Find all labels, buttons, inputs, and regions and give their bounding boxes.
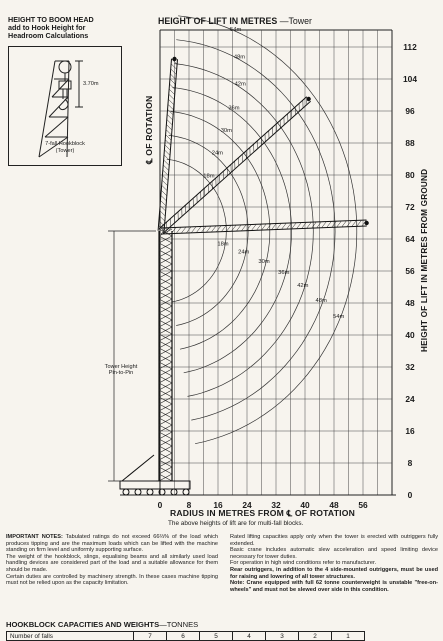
arc-label-upper: 18m xyxy=(203,173,214,179)
arc-label-lower: 42m xyxy=(297,283,308,289)
boom-lacing xyxy=(271,224,276,230)
falls-cell: 4 xyxy=(233,632,266,641)
crane-wheel xyxy=(171,489,177,495)
arc-label-upper: 36m xyxy=(228,105,239,111)
inset-caption-2: (Tower) xyxy=(9,148,121,154)
boom-lacing xyxy=(160,200,166,206)
boom-head-heading-line1: HEIGHT TO BOOM HEAD xyxy=(8,16,94,24)
y-tick-label: 0 xyxy=(408,490,413,500)
notes-left-p2: The weight of the hookblock, slings, equalising beams and all similarly used load handling devices are considered part of the load and a suitable allowance for them should be made. xyxy=(6,554,218,573)
falls-cell: 7 xyxy=(134,632,167,641)
right-axis-title: HEIGHT OF LIFT IN METRES FROM GROUND xyxy=(420,169,429,352)
arc-label-lower: 18m xyxy=(217,242,228,248)
boom-lacing xyxy=(164,160,170,166)
notes-right-p4: Rear outriggers, in addition to the 4 side-mounted outriggers, must be used for raising and lowering of all tower structures. xyxy=(230,567,438,580)
x-tick-label: 0 xyxy=(158,500,163,510)
boom-lacing xyxy=(352,220,357,226)
hookblock-title-main: HOOKBLOCK CAPACITIES AND WEIGHTS xyxy=(6,620,159,629)
boom-lacing xyxy=(166,130,172,136)
falls-row xyxy=(7,632,365,641)
boom-lacing xyxy=(196,226,201,232)
arc-label-upper: 24m xyxy=(212,150,223,156)
boom-lacing xyxy=(171,69,177,75)
boom-lacing xyxy=(211,226,216,232)
boom-lacing xyxy=(206,226,211,232)
boom-lacing xyxy=(164,150,170,156)
falls-cell: 3 xyxy=(266,632,299,641)
boom-tip xyxy=(364,221,368,225)
arc-labels xyxy=(203,27,344,320)
boom-lacing xyxy=(342,221,347,227)
arc-label-lower: 30m xyxy=(258,259,269,265)
falls-cell: 1 xyxy=(332,632,365,641)
chart-title-main: HEIGHT OF LIFT IN METRES xyxy=(158,16,277,26)
y-tick-label: 16 xyxy=(405,426,415,436)
boom-lacing xyxy=(312,222,317,228)
boom-lacing xyxy=(302,222,307,228)
arc-label-upper: 54m xyxy=(230,27,241,33)
boom-lacing xyxy=(236,225,241,231)
boom-lacing xyxy=(169,89,175,95)
boom-lacing xyxy=(161,190,167,196)
boom-lacing xyxy=(226,225,231,231)
boom-lacing xyxy=(171,227,176,233)
y-tick-label: 32 xyxy=(405,362,415,372)
hookblock-title-suffix: —TONNES xyxy=(159,620,198,629)
x-tick-label: 8 xyxy=(187,500,192,510)
notes-right-p3: For operation in high wind conditions refer to manufacturer. xyxy=(230,560,376,566)
tower-structure xyxy=(108,229,190,495)
x-tick-label: 56 xyxy=(358,500,368,510)
boom-lacing xyxy=(163,165,169,171)
x-tick-label: 40 xyxy=(300,500,310,510)
crane-wheel xyxy=(183,489,189,495)
y-tick-label: 96 xyxy=(405,106,415,116)
boom-lacing xyxy=(261,224,266,230)
x-tick-label: 16 xyxy=(213,500,223,510)
notes-left-p3: Certain duties are controlled by machinery strength. In these cases machine tipping must not be relied upon as the capacity limitation. xyxy=(6,574,218,587)
boom-lacing xyxy=(169,94,175,100)
chart-caption: The above heights of lift are for multi-fall blocks. xyxy=(168,520,303,527)
boom-lacing xyxy=(216,226,221,232)
boom-lacing xyxy=(170,74,176,80)
y-tick-label: 56 xyxy=(405,266,415,276)
arc-label-lower: 54m xyxy=(333,314,344,320)
boom-lacing xyxy=(168,99,174,105)
boom-arc xyxy=(169,135,248,325)
boom-tip xyxy=(306,97,310,101)
boom-arc xyxy=(174,64,313,397)
boom-lacing xyxy=(347,221,352,227)
boom-lacing xyxy=(357,220,362,226)
y-tick-label: 64 xyxy=(405,234,415,244)
hookblock-title xyxy=(6,620,198,629)
y-tick-label: 40 xyxy=(405,330,415,340)
arc-label-upper: 42m xyxy=(235,82,246,88)
arc-label-lower: 36m xyxy=(278,270,289,276)
crane-stay xyxy=(122,455,154,481)
y-tick-label: 112 xyxy=(403,42,417,52)
boom-lacing xyxy=(322,222,327,228)
boom-lacing xyxy=(282,223,287,229)
falls-cell: 5 xyxy=(200,632,233,641)
boom-head-heading-line3: Headroom Calculations xyxy=(8,32,94,40)
notes-left-heading: IMPORTANT NOTES: xyxy=(6,534,63,540)
y-tick-label: 72 xyxy=(405,202,415,212)
notes-right-p5: Note: Crane equipped with full 62 tonne counterweight is unstable "free-on-wheels" and must not be slewed over side in this condition. xyxy=(230,580,438,593)
boom-lacing xyxy=(241,225,246,231)
y-tick-label: 88 xyxy=(405,138,415,148)
boom-lacing xyxy=(297,223,302,229)
y-tick-label: 8 xyxy=(408,458,413,468)
crane-wheel xyxy=(147,489,153,495)
boom-lacing xyxy=(171,64,177,70)
boom-lacing xyxy=(168,109,174,115)
falls-cell: 6 xyxy=(167,632,200,641)
crane-carrier xyxy=(120,481,190,489)
boom-lacing xyxy=(221,225,226,231)
boom-lacing xyxy=(160,205,166,211)
chart-title-suffix: —Tower xyxy=(280,16,312,26)
boom-lacing xyxy=(256,224,261,230)
tower-height-line1: Tower Height xyxy=(86,364,156,370)
arc-label-upper: 30m xyxy=(221,128,232,134)
boom-lacing xyxy=(277,223,282,229)
y-tick-label: 48 xyxy=(405,298,415,308)
boom-lacing xyxy=(162,180,168,186)
notes-left-p1: Tabulated ratings do not exceed 66⅔% of the load which produces tipping and are the maximum loads which can be lifted with the machine standing on firm level and uniformly supporting surface. xyxy=(6,534,218,553)
boom-lacing xyxy=(181,227,186,233)
boom-tip xyxy=(172,57,176,61)
crane-wheel xyxy=(135,489,141,495)
rotation-label: ℄ OF ROTATION xyxy=(144,96,155,164)
x-tick-label: 24 xyxy=(242,500,252,510)
notes-right-p1: Rated lifting capacities apply only when the tower is erected with outriggers fully extended. xyxy=(230,534,438,547)
boom-lacing xyxy=(167,119,173,125)
boom-lacing xyxy=(166,125,172,131)
boom-lacing xyxy=(165,140,171,146)
inset-dimension: 3.70m xyxy=(83,81,99,87)
x-tick-label: 48 xyxy=(329,500,339,510)
boom-chord xyxy=(163,101,311,233)
boom-lacing xyxy=(266,224,271,230)
falls-cell: 2 xyxy=(299,632,332,641)
tower-height-line2: Pin-to-Pin xyxy=(86,370,156,376)
notes-right xyxy=(230,534,438,593)
boom-lacing xyxy=(167,114,173,120)
boom-lacing xyxy=(168,104,174,110)
y-tick-labels xyxy=(403,42,417,500)
boom-lacing xyxy=(327,221,332,227)
boom-lacing xyxy=(307,222,312,228)
boom-lacing xyxy=(186,227,191,233)
boom-lacing xyxy=(251,224,256,230)
boom-head-heading-line2: add to Hook Height for xyxy=(8,24,94,32)
boom-lacing xyxy=(317,222,322,228)
boom-lacing xyxy=(337,221,342,227)
y-tick-label: 24 xyxy=(405,394,415,404)
boom-lacing xyxy=(162,185,168,191)
y-tick-label: 104 xyxy=(403,74,417,84)
arc-label-lower: 48m xyxy=(316,298,327,304)
radius-axis-title: RADIUS IN METRES FROM ℄ OF ROTATION xyxy=(170,508,355,519)
arc-label-lower: 24m xyxy=(238,249,249,255)
notes-right-p2: Basic crane includes automatic slew acceleration and speed limiting device necessary for tower duties. xyxy=(230,547,438,560)
boom-lacing xyxy=(231,225,236,231)
x-tick-label: 32 xyxy=(271,500,281,510)
boom-lacing xyxy=(176,227,181,233)
y-tick-label: 80 xyxy=(405,170,415,180)
inset-caption-1: 7-fall Hookblock xyxy=(9,141,121,147)
boom-lacing xyxy=(161,195,167,201)
boom-lacing xyxy=(162,175,168,181)
boom-lacing xyxy=(191,227,196,233)
boom-lacing xyxy=(292,223,297,229)
boom-positions xyxy=(158,57,369,234)
falls-row-label: Number of falls xyxy=(7,632,134,641)
boom-lacing xyxy=(160,211,166,217)
arc-label-upper: 48m xyxy=(234,55,245,61)
crane-wheel xyxy=(123,489,129,495)
notes-left xyxy=(6,534,218,587)
boom-lacing xyxy=(165,145,171,151)
